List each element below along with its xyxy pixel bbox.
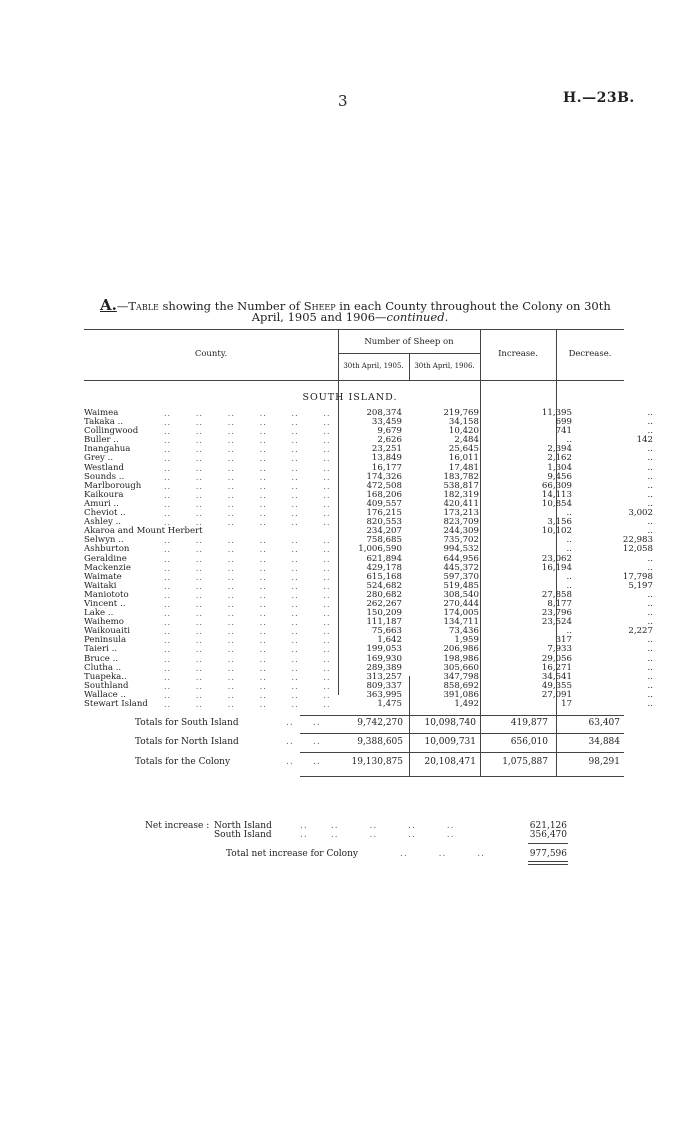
sheep-1906: 308,540 xyxy=(443,589,479,600)
decrease-value: .. xyxy=(647,662,653,673)
decrease-value: .. xyxy=(647,417,653,428)
decrease-value: .. xyxy=(647,653,653,664)
sheep-1905: 169,930 xyxy=(366,653,402,664)
increase-value: 2,162 xyxy=(547,453,572,464)
increase-value: 14,113 xyxy=(541,489,572,500)
sheep-1906: 183,782 xyxy=(443,471,479,482)
decrease-value: .. xyxy=(647,553,653,564)
net-total-underline-2 xyxy=(528,864,568,865)
totals-rule-1 xyxy=(300,715,624,716)
sheep-1906: 16,011 xyxy=(448,453,479,464)
increase-value: 10,854 xyxy=(541,498,572,509)
county-name: Bruce .. xyxy=(84,653,119,664)
increase-value: .. xyxy=(566,580,572,591)
sheep-1906: 858,692 xyxy=(443,680,479,691)
increase-value: 17 xyxy=(561,699,572,709)
sheep-1905: 9,679 xyxy=(377,426,402,437)
county-name: Peninsula xyxy=(84,635,127,646)
county-name: Sounds .. xyxy=(84,471,125,482)
increase-value: .. xyxy=(566,508,572,519)
net-label: Net increase : xyxy=(145,821,210,831)
total-label: Totals for the Colony xyxy=(135,757,231,767)
decrease-value: .. xyxy=(647,471,653,482)
sheep-1905: 23,251 xyxy=(371,444,402,455)
sheep-1905: 615,168 xyxy=(366,571,402,582)
table-row xyxy=(84,408,653,418)
decrease-value: .. xyxy=(647,617,653,628)
title-table-word: Table xyxy=(128,299,159,313)
net-south-dots: .. .. .. .. .. xyxy=(300,830,455,840)
sheep-1905: 150,209 xyxy=(366,608,402,619)
decrease-value: .. xyxy=(647,644,653,655)
table-row xyxy=(84,417,653,428)
sheep-1906: 270,444 xyxy=(443,598,479,609)
header-top-rule xyxy=(84,329,624,330)
leader-dots: .. .. .. .. .. .. xyxy=(164,672,331,682)
increase-value: 23,062 xyxy=(541,553,572,564)
decrease-value: .. xyxy=(647,480,653,491)
county-name: Waitaki xyxy=(84,580,117,591)
col-1905-header: 30th April, 1905. xyxy=(343,362,404,370)
increase-value: 11,395 xyxy=(541,408,572,418)
increase-value: 3,156 xyxy=(547,517,572,528)
sheep-1906: 538,817 xyxy=(443,480,479,491)
county-name: Inangahua xyxy=(84,444,131,455)
increase-value: 1,304 xyxy=(547,462,572,473)
leader-dots: .. .. .. .. .. .. xyxy=(164,509,331,519)
leader-dots: .. .. .. .. .. .. xyxy=(164,681,331,691)
net-north-dots: .. .. .. .. .. xyxy=(300,821,455,831)
table-row xyxy=(84,571,653,582)
total-increase: 1,075,887 xyxy=(502,757,548,767)
sheep-1906: 420,411 xyxy=(443,498,479,509)
sheep-1905: 208,374 xyxy=(366,408,402,418)
leader-dots: .. .. .. .. .. .. xyxy=(164,618,331,628)
sheep-1906: 244,309 xyxy=(443,526,479,537)
increase-value: 34,541 xyxy=(541,671,572,682)
total-1905: 9,388,605 xyxy=(357,737,403,747)
county-name: Kaikoura xyxy=(84,489,124,500)
county-name: Waikouaiti xyxy=(84,626,130,637)
total-1906: 20,108,471 xyxy=(424,757,476,767)
sheep-1906: 391,086 xyxy=(443,689,479,700)
document-reference: H.—23B. xyxy=(563,90,635,106)
county-name: Taieri .. xyxy=(84,644,118,655)
sheep-1905: 363,995 xyxy=(366,689,402,700)
decrease-value: 12,058 xyxy=(622,544,653,555)
county-name: Waimate xyxy=(84,571,122,582)
leader-dots: .. .. .. .. .. .. xyxy=(164,409,331,418)
total-decrease: 34,884 xyxy=(588,737,620,747)
sheep-1906: 445,372 xyxy=(443,562,479,573)
table-row xyxy=(84,535,653,546)
net-total-value: 977,596 xyxy=(529,849,567,859)
leader-dots: .. .. .. .. .. .. xyxy=(164,463,331,473)
leader-dots: .. .. .. .. .. .. xyxy=(164,590,331,600)
totals-rule-2 xyxy=(300,733,624,734)
decrease-value: .. xyxy=(647,498,653,509)
totals-rule-4 xyxy=(300,776,624,777)
county-name: Lake .. xyxy=(84,608,114,619)
total-1906: 10,009,731 xyxy=(424,737,476,747)
increase-value: 10,102 xyxy=(541,526,572,537)
table-row xyxy=(84,453,653,464)
table-row xyxy=(84,699,653,709)
table-row xyxy=(84,498,653,509)
decrease-value: .. xyxy=(647,680,653,691)
decrease-value: .. xyxy=(647,689,653,700)
county-name: Tuapeka.. xyxy=(84,671,127,682)
increase-value: 29,056 xyxy=(541,653,572,664)
leader-dots: .. .. .. .. .. .. xyxy=(164,490,331,500)
increase-header: Increase. xyxy=(498,349,538,359)
decrease-value: .. xyxy=(647,562,653,573)
county-name: Ashley .. xyxy=(84,517,122,528)
sheep-1906: 823,709 xyxy=(443,517,479,528)
leader-dots: .. .. .. .. .. .. xyxy=(164,700,331,709)
net-south-value: 356,470 xyxy=(529,830,567,840)
county-name: Wallace .. xyxy=(84,689,126,700)
decrease-value: 142 xyxy=(636,435,653,446)
sheep-1906: 17,481 xyxy=(448,462,479,473)
county-header: County. xyxy=(194,349,228,359)
increase-value: .. xyxy=(566,544,572,555)
table-row xyxy=(84,444,653,455)
table-row xyxy=(84,426,653,437)
decrease-value: .. xyxy=(647,426,653,437)
county-name: Clutha .. xyxy=(84,662,122,673)
increase-value: 49,355 xyxy=(541,680,572,691)
leader-dots: .. .. .. .. .. .. xyxy=(164,427,331,437)
decrease-value: .. xyxy=(647,635,653,646)
leader-dots: .. .. .. .. .. .. xyxy=(164,599,331,609)
sheep-1906: 206,986 xyxy=(443,644,479,655)
sheep-1906: 347,798 xyxy=(443,671,479,682)
decrease-value: .. xyxy=(647,671,653,682)
net-south-label: South Island xyxy=(214,830,272,840)
sheep-1905: 1,475 xyxy=(377,699,402,709)
sheep-1905: 409,557 xyxy=(366,498,402,509)
sheep-1906: 134,711 xyxy=(443,617,479,628)
title-text1: showing the Number of xyxy=(162,299,301,313)
sheep-1905: 820,553 xyxy=(366,517,402,528)
sheep-1905: 174,326 xyxy=(366,471,402,482)
sheep-1906: 2,484 xyxy=(454,435,479,446)
decrease-value: .. xyxy=(647,589,653,600)
sheep-1906: 1,492 xyxy=(454,699,479,709)
title-line2-italic: continued. xyxy=(386,310,449,324)
sheep-1905: 234,207 xyxy=(366,526,402,537)
leader-dots: .. .. .. .. .. .. xyxy=(164,454,331,464)
county-name: Akaroa and Mount Herbert xyxy=(84,526,203,537)
increase-value: 16,194 xyxy=(541,562,572,573)
table-row xyxy=(84,689,653,700)
sheep-1905: 524,682 xyxy=(366,580,402,591)
title-letter: A. xyxy=(100,296,117,314)
county-name: Takaka .. xyxy=(84,417,124,428)
sheep-1905: 13,849 xyxy=(371,453,402,464)
net-total-dots: .. .. .. xyxy=(400,849,485,859)
county-name: Marlborough xyxy=(84,480,142,491)
number-group-header: Number of Sheep on xyxy=(364,337,454,347)
sheep-1905: 313,257 xyxy=(366,671,402,682)
decrease-value: .. xyxy=(647,489,653,500)
increase-value: .. xyxy=(566,535,572,546)
leader-dots: .. .. .. .. .. .. xyxy=(164,518,331,528)
leader-dots: .. .. .. .. .. .. xyxy=(164,536,331,546)
sheep-1905: 75,663 xyxy=(371,626,402,637)
increase-value: 741 xyxy=(555,426,572,437)
sheep-1905: 33,459 xyxy=(371,417,402,428)
increase-value: 8,177 xyxy=(547,598,572,609)
increase-value: 66,309 xyxy=(541,480,572,491)
decrease-value: .. xyxy=(647,453,653,464)
title-sheep-word: Sheep xyxy=(303,299,336,313)
sheep-1905: 289,389 xyxy=(366,662,402,673)
sheep-1906: 994,532 xyxy=(443,544,479,555)
decrease-value: .. xyxy=(647,517,653,528)
sheep-1905: 621,894 xyxy=(366,553,402,564)
county-name: Amuri .. xyxy=(84,498,119,509)
leader-dots: .. .. .. .. .. .. xyxy=(164,654,331,664)
county-name: Ashburton xyxy=(84,544,130,555)
total-leader-dots: .. .. xyxy=(286,718,321,728)
increase-value: .. xyxy=(566,571,572,582)
title-dash: — xyxy=(116,299,129,313)
increase-value: 9,456 xyxy=(547,471,572,482)
table-row xyxy=(84,508,653,519)
total-1905: 9,742,270 xyxy=(357,718,403,728)
leader-dots: .. .. .. .. .. .. xyxy=(164,663,331,673)
county-name: Grey .. xyxy=(84,453,114,464)
increase-value: 27,091 xyxy=(541,689,572,700)
decrease-value: .. xyxy=(647,462,653,473)
table-row xyxy=(84,626,653,637)
decrease-value: 5,197 xyxy=(628,580,653,591)
decrease-value: 2,227 xyxy=(628,626,653,637)
col-1906-header: 30th April, 1906. xyxy=(414,362,475,370)
decrease-value: 17,798 xyxy=(622,571,653,582)
county-name: Mackenzie xyxy=(84,562,131,573)
sheep-1905: 1,006,590 xyxy=(358,544,402,555)
sheep-1905: 758,685 xyxy=(366,535,402,546)
leader-dots: .. .. .. .. .. .. xyxy=(164,499,331,509)
net-sum-rule xyxy=(528,843,568,844)
sheep-1905: 199,053 xyxy=(366,644,402,655)
sheep-1905: 2,626 xyxy=(377,435,402,446)
total-decrease: 63,407 xyxy=(588,718,620,728)
increase-value: 27,858 xyxy=(541,589,572,600)
total-increase: 419,877 xyxy=(510,718,548,728)
total-leader-dots: .. .. xyxy=(286,737,321,747)
table-row xyxy=(84,462,653,473)
table-row xyxy=(84,635,653,646)
county-name: Cheviot .. xyxy=(84,508,126,519)
total-1905: 19,130,875 xyxy=(351,757,403,767)
table-row xyxy=(84,562,653,573)
county-name: Selwyn .. xyxy=(84,535,124,546)
county-name: Waihemo xyxy=(84,617,124,628)
leader-dots: .. .. .. .. .. .. xyxy=(164,690,331,700)
decrease-value: .. xyxy=(647,598,653,609)
sheep-1905: 16,177 xyxy=(371,462,402,473)
leader-dots: .. .. .. .. .. .. xyxy=(164,554,331,564)
increase-value: 23,524 xyxy=(541,617,572,628)
sheep-1906: 182,319 xyxy=(443,489,479,500)
total-increase: 656,010 xyxy=(510,737,548,747)
leader-dots: .. .. .. .. .. .. xyxy=(164,609,331,619)
sheep-1906: 198,986 xyxy=(443,653,479,664)
county-name: Collingwood xyxy=(84,426,139,437)
county-rows xyxy=(84,408,653,709)
increase-value: 23,796 xyxy=(541,608,572,619)
sheep-1906: 597,370 xyxy=(443,571,479,582)
increase-value: 317 xyxy=(555,635,572,646)
table-row xyxy=(84,589,653,600)
sheep-1905: 429,178 xyxy=(366,562,402,573)
sheep-1905: 809,337 xyxy=(366,680,402,691)
section-heading: SOUTH ISLAND. xyxy=(302,392,398,403)
table-row xyxy=(84,435,653,446)
sheep-1906: 219,769 xyxy=(443,408,479,418)
leader-dots: .. .. .. .. .. .. xyxy=(164,418,331,428)
sheep-1906: 173,213 xyxy=(443,508,479,519)
totals-rule-3 xyxy=(300,752,624,753)
decrease-header: Decrease. xyxy=(568,349,612,359)
sheep-1906: 735,702 xyxy=(443,535,479,546)
total-label: Totals for South Island xyxy=(135,718,239,728)
county-name: Southland xyxy=(84,680,129,691)
sheep-1906: 25,645 xyxy=(448,444,479,455)
sheep-1906: 73,436 xyxy=(448,626,479,637)
sheep-1905: 1,642 xyxy=(377,635,402,646)
total-leader-dots: .. .. xyxy=(286,757,321,767)
sheep-1905: 176,215 xyxy=(366,508,402,519)
decrease-value: .. xyxy=(647,608,653,619)
decrease-value: 22,983 xyxy=(622,535,653,546)
increase-value: 699 xyxy=(555,417,572,428)
county-name: Stewart Island xyxy=(84,699,148,709)
sheep-1905: 472,508 xyxy=(366,480,402,491)
county-name: Buller .. xyxy=(84,435,119,446)
county-name: Waimea xyxy=(84,408,119,418)
title-text2: in each County throughout the Colony on 30th xyxy=(339,299,611,313)
page-number: 3 xyxy=(338,92,348,110)
net-total-underline-1 xyxy=(528,861,568,862)
sheep-1906: 10,420 xyxy=(448,426,479,437)
county-name: Maniototo xyxy=(84,589,129,600)
total-label: Totals for North Island xyxy=(135,737,239,747)
sheep-1906: 174,005 xyxy=(443,608,479,619)
leader-dots: .. .. .. .. .. .. xyxy=(164,627,331,637)
sheep-1906: 519,485 xyxy=(443,580,479,591)
table-title-line2 xyxy=(0,310,700,324)
decrease-value: .. xyxy=(647,444,653,455)
sheep-1906: 305,660 xyxy=(443,662,479,673)
leader-dots: .. .. .. .. .. .. xyxy=(164,581,331,591)
increase-value: 2,394 xyxy=(547,444,572,455)
county-name: Vincent .. xyxy=(84,598,126,609)
total-decrease: 98,291 xyxy=(588,757,620,767)
sheep-1905: 168,206 xyxy=(366,489,402,500)
leader-dots: .. .. .. .. .. .. xyxy=(164,572,331,582)
county-name: Westland xyxy=(84,462,124,473)
sheep-1905: 262,267 xyxy=(366,598,402,609)
leader-dots: .. .. .. .. .. .. xyxy=(164,445,331,455)
leader-dots: .. .. .. .. .. .. xyxy=(164,563,331,573)
increase-value: 7,933 xyxy=(547,644,572,655)
sheep-1906: 1,959 xyxy=(454,635,479,646)
header-bottom-rule xyxy=(84,380,624,381)
sheep-1906: 34,158 xyxy=(448,417,479,428)
increase-value: 16,271 xyxy=(541,662,572,673)
leader-dots: .. .. .. .. .. .. xyxy=(164,545,331,555)
increase-value: .. xyxy=(566,435,572,446)
leader-dots: .. .. .. .. .. .. xyxy=(164,436,331,446)
leader-dots: .. .. .. .. .. .. xyxy=(164,636,331,646)
leader-dots: .. .. .. .. .. .. xyxy=(164,481,331,491)
decrease-value: 3,002 xyxy=(628,508,653,519)
leader-dots: .. .. .. .. .. .. xyxy=(164,645,331,655)
net-north-label: North Island xyxy=(214,821,272,831)
sheep-1905: 280,682 xyxy=(366,589,402,600)
title-line2-prefix: April, 1905 and 1906— xyxy=(251,310,387,324)
decrease-value: .. xyxy=(647,408,653,418)
sheep-1906: 644,956 xyxy=(443,553,479,564)
table-row xyxy=(84,526,653,537)
net-north-value: 621,126 xyxy=(529,821,567,831)
decrease-value: .. xyxy=(647,526,653,537)
total-1906: 10,098,740 xyxy=(424,718,476,728)
net-total-label: Total net increase for Colony xyxy=(226,849,358,859)
leader-dots: .. .. .. .. .. .. xyxy=(164,472,331,482)
decrease-value: .. xyxy=(647,699,653,709)
table-row xyxy=(84,617,653,628)
increase-value: .. xyxy=(566,626,572,637)
county-name: Geraldine xyxy=(84,553,127,564)
sheep-1905: 111,187 xyxy=(366,617,402,628)
